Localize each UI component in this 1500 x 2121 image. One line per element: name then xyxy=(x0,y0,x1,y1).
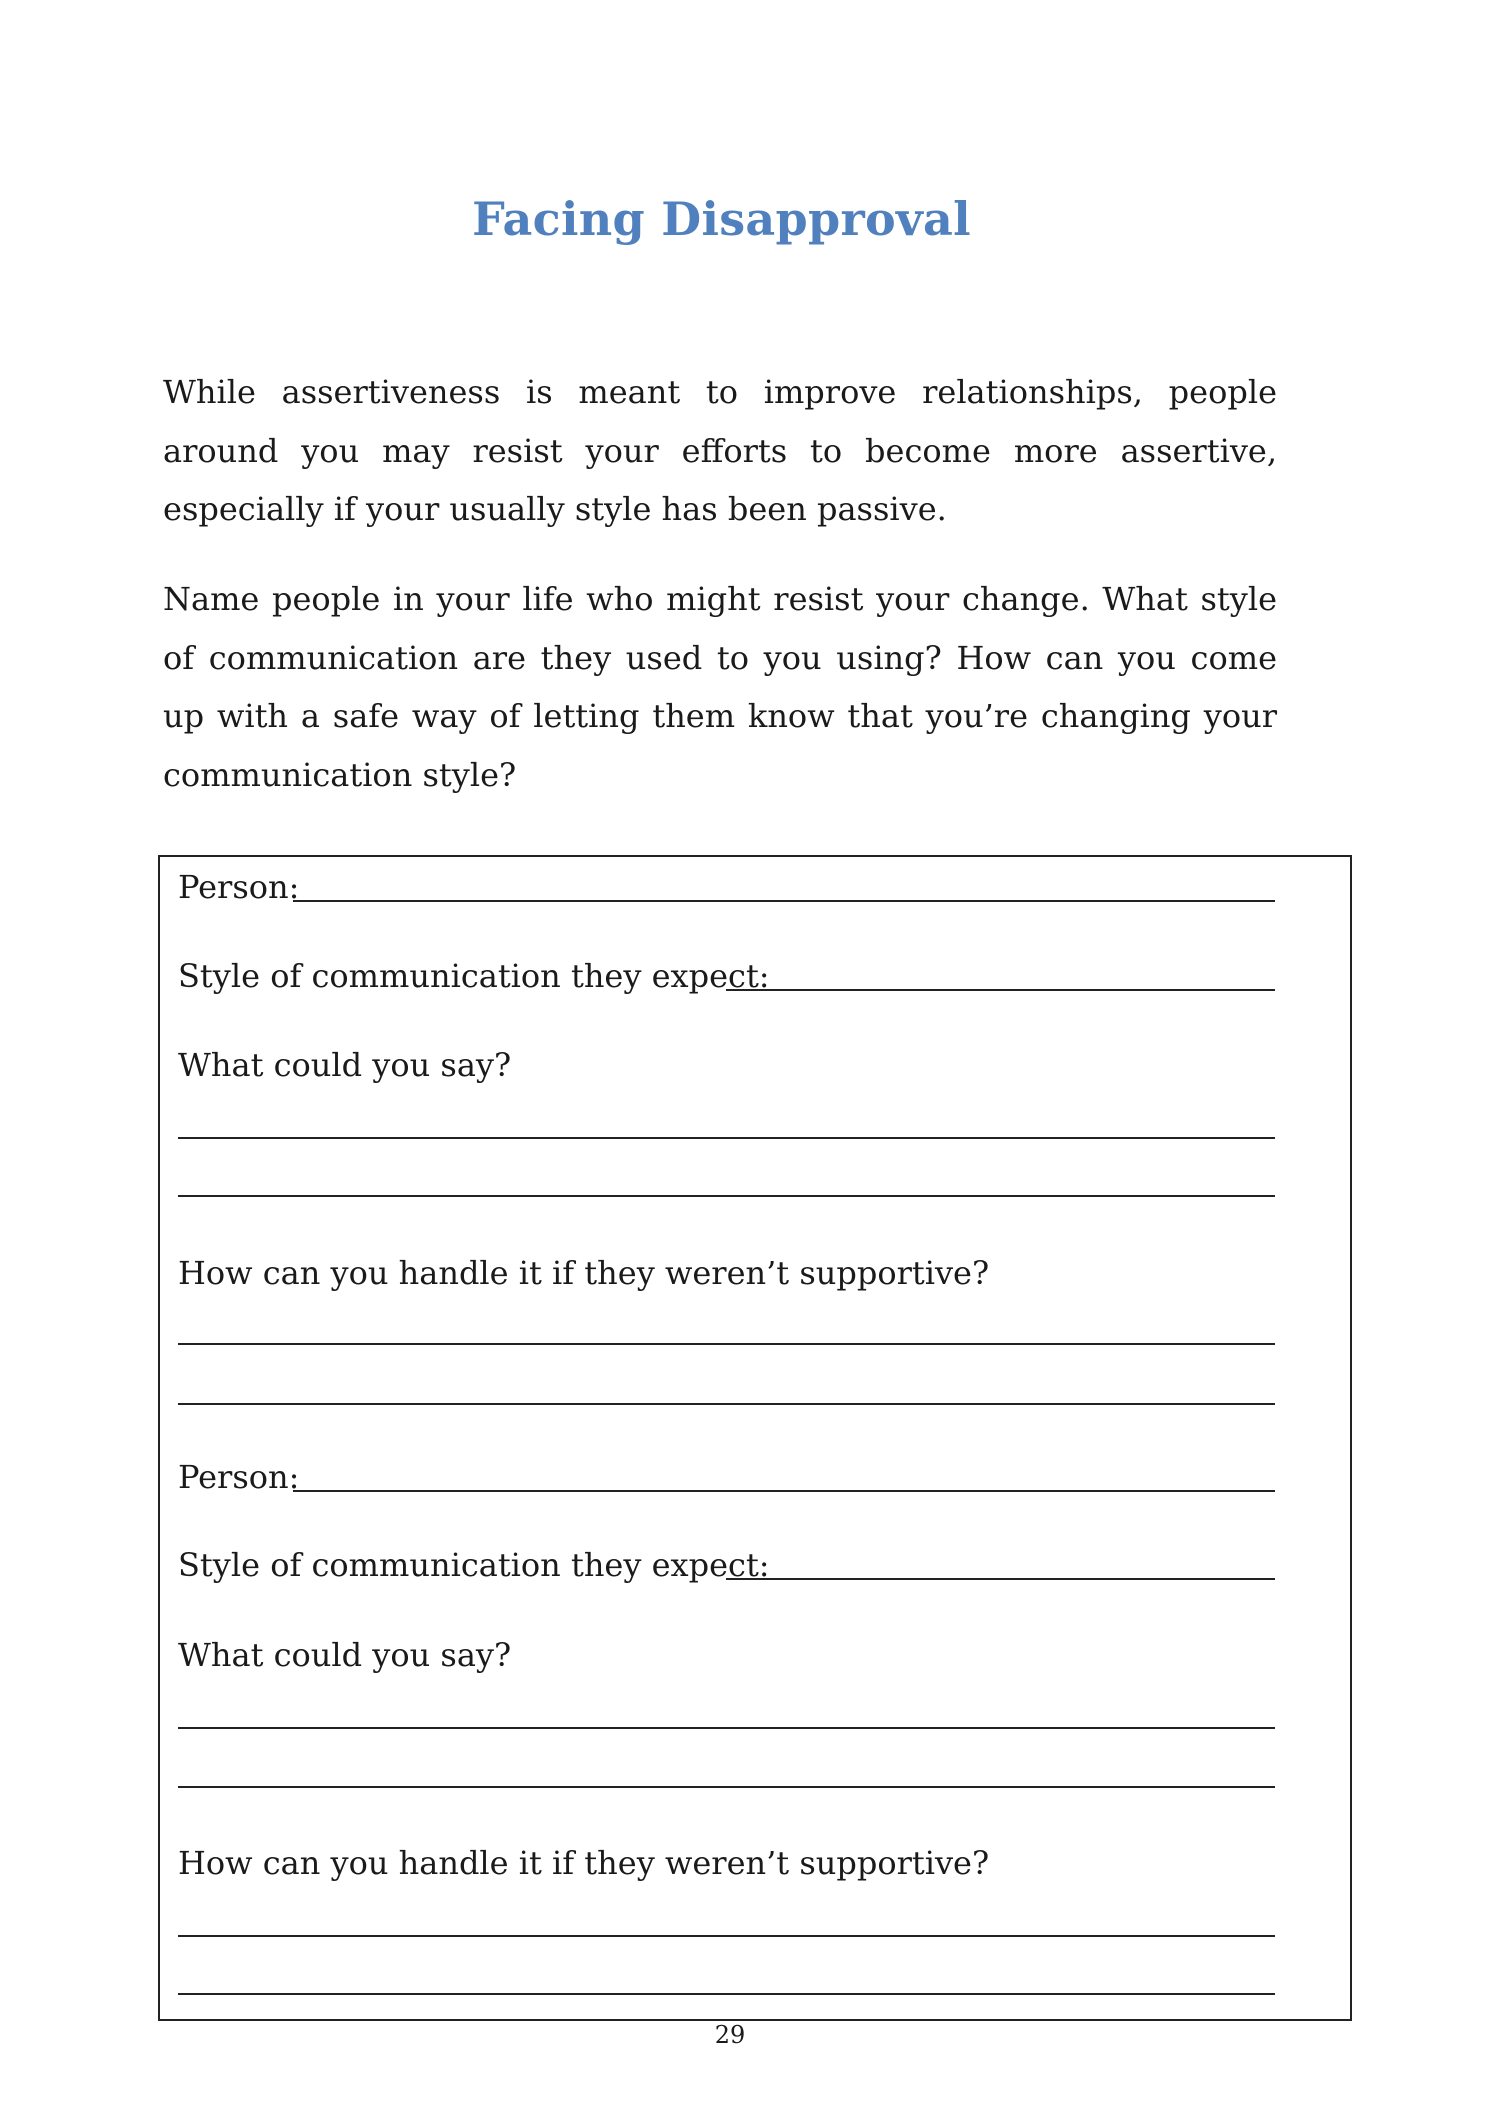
page-number: 29 xyxy=(714,2021,746,2049)
person-answer-line[interactable] xyxy=(293,900,1275,902)
say-answer-line[interactable] xyxy=(178,1727,1275,1729)
style-label: Style of communication they expect: xyxy=(178,1546,770,1584)
handle-answer-line[interactable] xyxy=(178,1935,1275,1937)
style-answer-line[interactable] xyxy=(726,989,1275,991)
say-answer-line[interactable] xyxy=(178,1195,1275,1197)
handle-answer-line[interactable] xyxy=(178,1993,1275,1995)
person-label: Person: xyxy=(178,1458,300,1496)
page-title: Facing Disapproval xyxy=(472,192,971,246)
handle-answer-line[interactable] xyxy=(178,1403,1275,1405)
handle-label: How can you handle it if they weren’t supportive? xyxy=(178,1254,990,1292)
say-answer-line[interactable] xyxy=(178,1786,1275,1788)
person-answer-line[interactable] xyxy=(293,1490,1275,1492)
say-answer-line[interactable] xyxy=(178,1137,1275,1139)
instructions-paragraph: Name people in your life who might resist your change. What style of communication are they used to you using? How can you come up with a safe way of letting them know that you’re changing your communication style? xyxy=(163,580,1277,794)
say-label: What could you say? xyxy=(178,1046,512,1084)
style-label: Style of communication they expect: xyxy=(178,957,770,995)
intro-paragraph: While assertiveness is meant to improve relationships, people around you may resist your efforts to become more assertive, especially if your usually style has been passive. xyxy=(163,373,1277,529)
handle-label: How can you handle it if they weren’t supportive? xyxy=(178,1844,990,1882)
say-label: What could you say? xyxy=(178,1636,512,1674)
style-answer-line[interactable] xyxy=(726,1578,1275,1580)
handle-answer-line[interactable] xyxy=(178,1343,1275,1345)
person-label: Person: xyxy=(178,868,300,906)
